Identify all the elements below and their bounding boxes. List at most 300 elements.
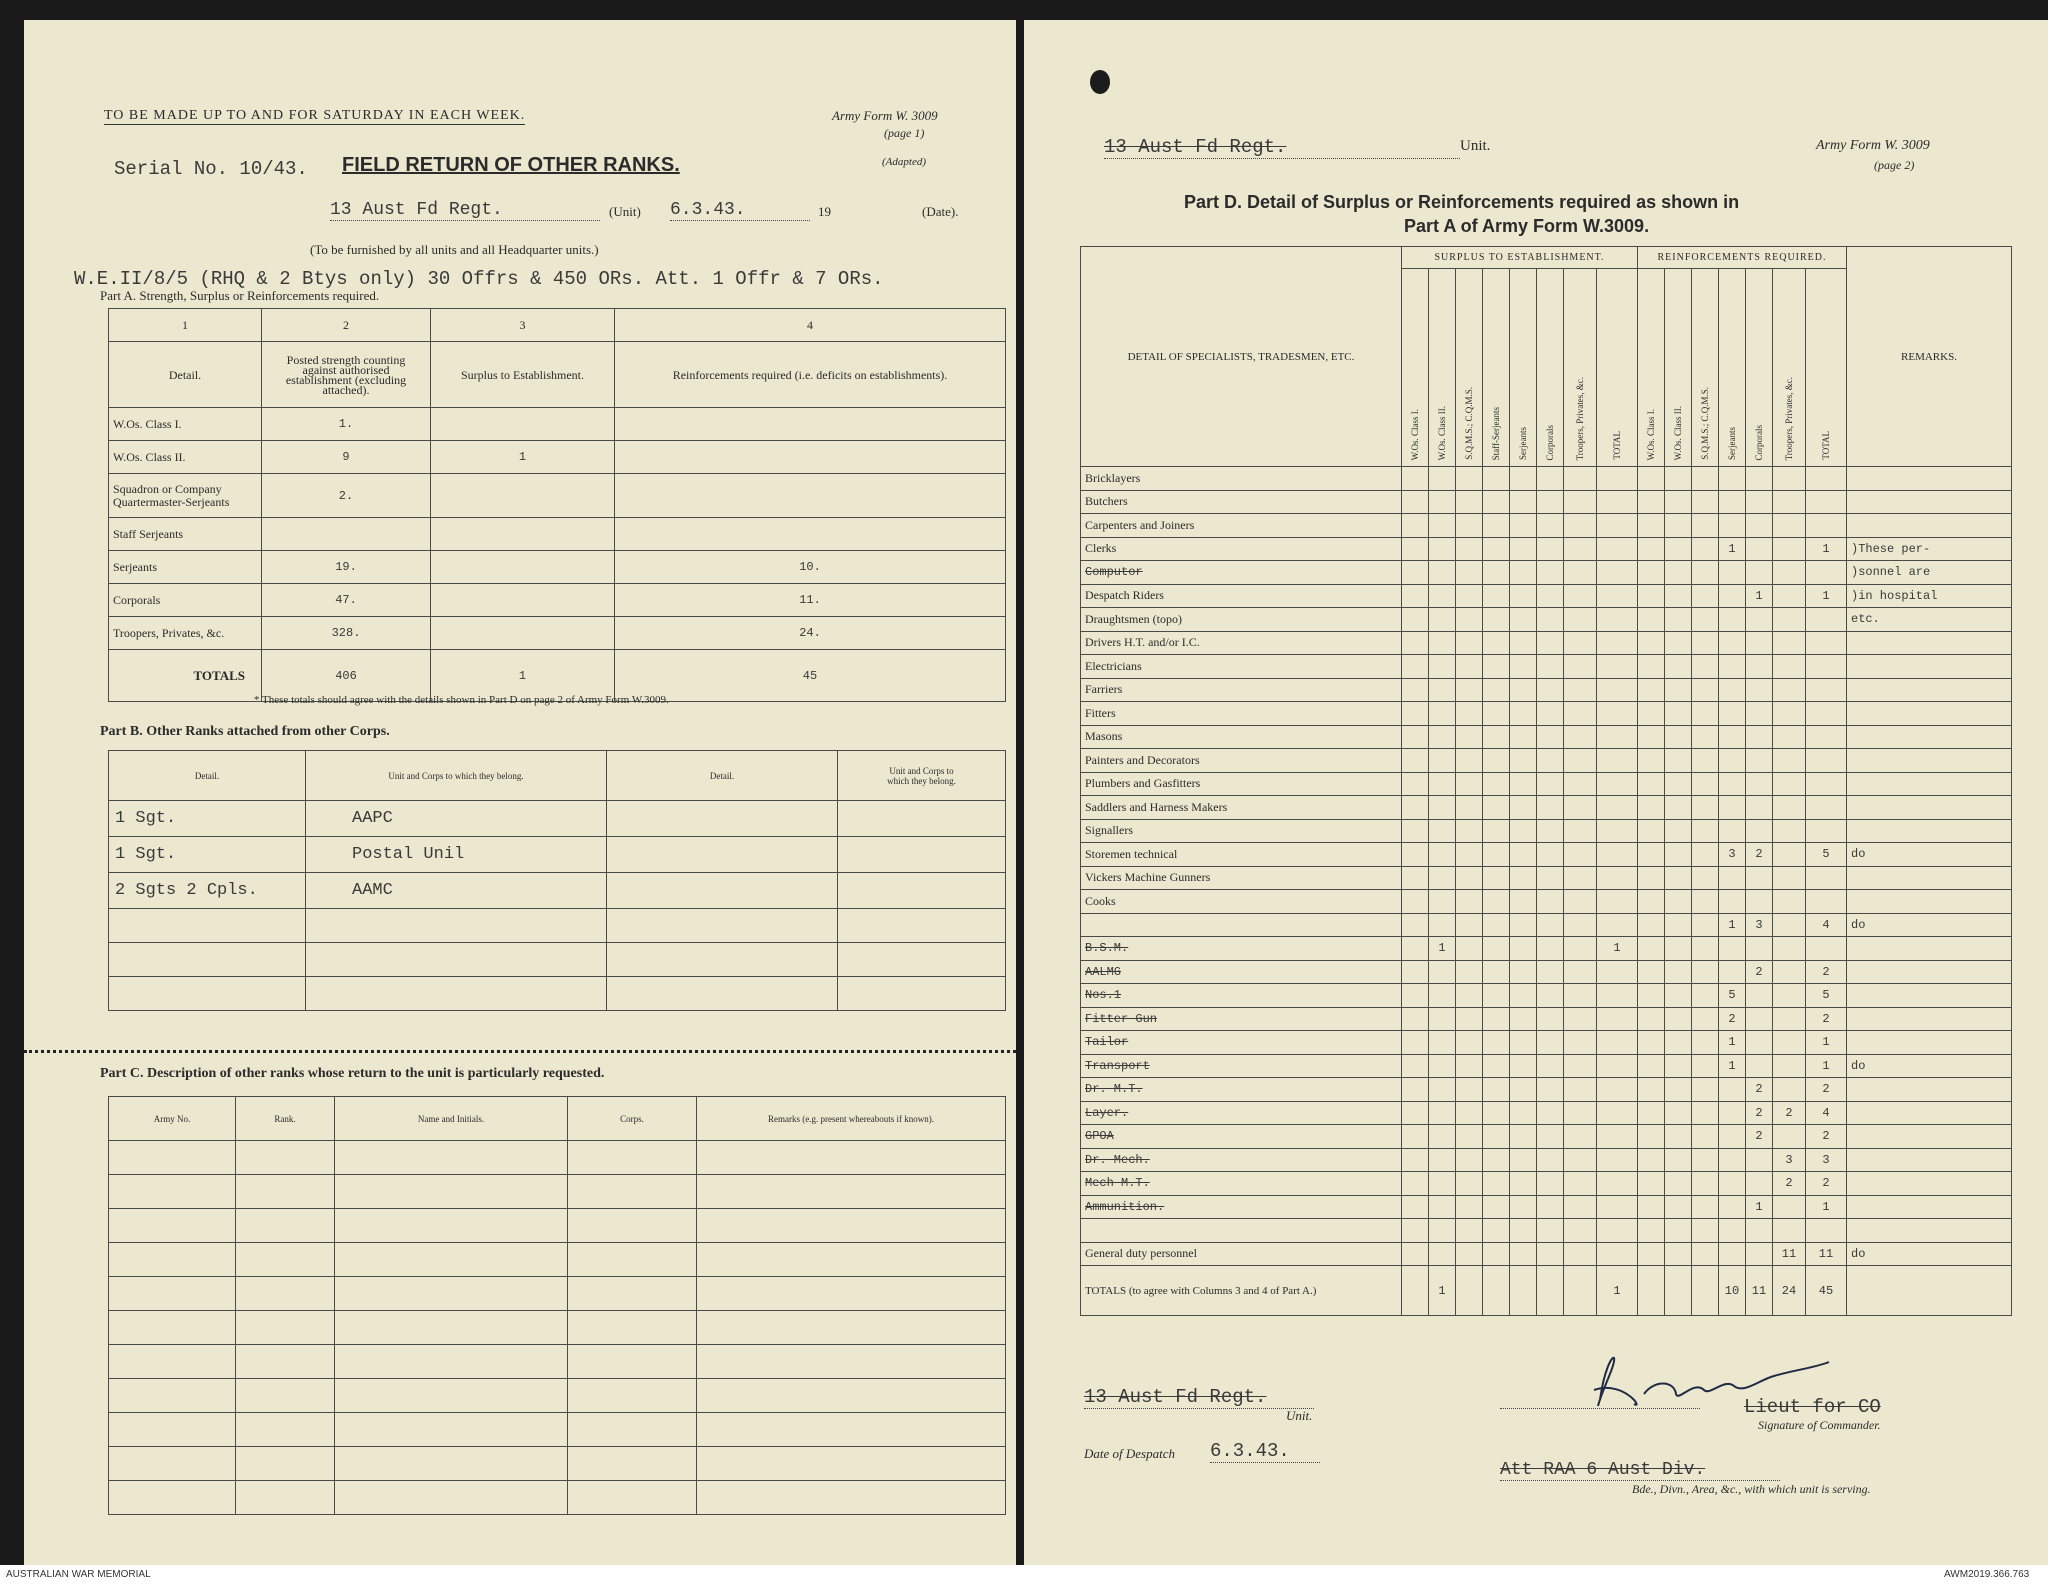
count-cell — [1483, 1101, 1510, 1125]
unit-value: 13 Aust Fd Regt. — [1104, 136, 1460, 159]
count-cell — [1746, 1172, 1773, 1196]
archive-id: AWM2019.366.763 — [1944, 1569, 2030, 1580]
count-cell — [1638, 725, 1665, 749]
count-cell — [1806, 608, 1847, 632]
count-cell — [1564, 1172, 1597, 1196]
table-row — [1081, 960, 2012, 984]
count-cell — [1564, 960, 1597, 984]
count-cell — [1483, 1007, 1510, 1031]
count-cell — [1773, 866, 1806, 890]
count-cell — [1483, 537, 1510, 561]
trade-label: Tailor — [1081, 1031, 1402, 1055]
count-cell — [1537, 960, 1564, 984]
count-cell — [1429, 772, 1456, 796]
count-cell — [1429, 608, 1456, 632]
reinf-value — [615, 474, 1006, 518]
count-cell — [1597, 584, 1638, 608]
header-remarks: Remarks (e.g. present whereabouts if known). — [697, 1097, 1006, 1141]
count-cell — [1638, 1125, 1665, 1149]
count-cell — [1537, 937, 1564, 961]
count-cell — [1692, 537, 1719, 561]
adapted-label: (Adapted) — [882, 156, 926, 168]
count-cell — [1537, 984, 1564, 1008]
signature-role: Lieut for CO — [1744, 1396, 1881, 1418]
count-cell — [1746, 537, 1773, 561]
count-cell — [1429, 1125, 1456, 1149]
count-cell — [1456, 960, 1483, 984]
count-cell — [1692, 490, 1719, 514]
count-cell: 5 — [1806, 843, 1847, 867]
remarks-cell — [1847, 866, 2012, 890]
count-cell — [1665, 749, 1692, 773]
table-row — [1081, 890, 2012, 914]
count-cell — [1537, 1242, 1564, 1266]
total-cell — [1638, 1266, 1665, 1316]
total-cell — [1564, 1266, 1597, 1316]
header-detail: DETAIL OF SPECIALISTS, TRADESMEN, ETC. — [1081, 247, 1402, 467]
count-cell — [1746, 772, 1773, 796]
attached-unit: Postal Unil — [306, 837, 607, 873]
trade-label: Vickers Machine Gunners — [1081, 866, 1402, 890]
table-row — [1081, 631, 2012, 655]
count-cell: 1 — [1429, 937, 1456, 961]
surplus-value — [431, 584, 615, 617]
header-remarks: REMARKS. — [1847, 247, 2012, 467]
count-cell — [1402, 1242, 1429, 1266]
count-cell — [1510, 819, 1537, 843]
count-cell — [1456, 1007, 1483, 1031]
count-cell — [1746, 678, 1773, 702]
header-reinforcements: Reinforcements required (i.e. deficits on establishments). — [615, 342, 1006, 408]
count-cell — [1806, 819, 1847, 843]
header-corps: Corps. — [568, 1097, 697, 1141]
count-cell — [1719, 960, 1746, 984]
count-cell — [1402, 1078, 1429, 1102]
count-cell — [1665, 1219, 1692, 1243]
count-cell — [1510, 584, 1537, 608]
count-cell — [1510, 890, 1537, 914]
count-cell — [1564, 1242, 1597, 1266]
count-cell — [1483, 1195, 1510, 1219]
count-cell — [1564, 608, 1597, 632]
count-cell — [1429, 984, 1456, 1008]
count-cell — [1510, 655, 1537, 679]
count-cell — [1537, 655, 1564, 679]
remarks-cell — [1847, 1007, 2012, 1031]
col-number: 2 — [262, 309, 431, 342]
count-cell — [1483, 561, 1510, 585]
count-cell — [1665, 1007, 1692, 1031]
count-cell — [1638, 678, 1665, 702]
remarks-cell — [1847, 772, 2012, 796]
count-cell — [1638, 537, 1665, 561]
count-cell — [1692, 960, 1719, 984]
remarks-cell: do — [1847, 1242, 2012, 1266]
count-cell — [1597, 1078, 1638, 1102]
count-cell — [1402, 1007, 1429, 1031]
count-cell — [1692, 467, 1719, 491]
table-row — [1081, 1101, 2012, 1125]
count-cell — [1483, 1054, 1510, 1078]
table-row — [1081, 1195, 2012, 1219]
count-cell — [1692, 749, 1719, 773]
count-cell — [1806, 796, 1847, 820]
count-cell — [1402, 772, 1429, 796]
count-cell — [1564, 1101, 1597, 1125]
trade-label: Farriers — [1081, 678, 1402, 702]
surplus-value — [431, 474, 615, 518]
count-cell — [1773, 1054, 1806, 1078]
count-cell — [1483, 796, 1510, 820]
trade-label: Despatch Riders — [1081, 584, 1402, 608]
count-cell — [1692, 937, 1719, 961]
count-cell — [1429, 913, 1456, 937]
count-cell — [1456, 537, 1483, 561]
count-cell — [1638, 1007, 1665, 1031]
count-cell — [1429, 1172, 1456, 1196]
count-cell — [1746, 608, 1773, 632]
table-row — [1081, 467, 2012, 491]
count-cell — [1597, 749, 1638, 773]
reinf-value — [615, 441, 1006, 474]
count-cell — [1456, 1125, 1483, 1149]
row-detail: Corporals — [109, 584, 262, 617]
count-cell — [1719, 819, 1746, 843]
count-cell — [1510, 561, 1537, 585]
count-cell — [1692, 1101, 1719, 1125]
count-cell — [1773, 796, 1806, 820]
count-cell — [1402, 1195, 1429, 1219]
count-cell — [1719, 1195, 1746, 1219]
column-header — [1429, 269, 1456, 467]
count-cell — [1510, 1172, 1537, 1196]
count-cell — [1564, 584, 1597, 608]
count-cell — [1510, 631, 1537, 655]
count-cell — [1564, 1054, 1597, 1078]
posted-value: 328. — [262, 617, 431, 650]
count-cell — [1483, 984, 1510, 1008]
right-page — [1024, 20, 2048, 1565]
total-cell — [1483, 1266, 1510, 1316]
count-cell — [1773, 819, 1806, 843]
count-cell — [1537, 796, 1564, 820]
count-cell — [1665, 890, 1692, 914]
count-cell — [1806, 725, 1847, 749]
table-row — [1081, 796, 2012, 820]
count-cell — [1665, 843, 1692, 867]
header-posted: Posted strength counting against authorised establishment (excluding attached). — [262, 342, 431, 408]
count-cell — [1429, 866, 1456, 890]
total-cell — [1456, 1266, 1483, 1316]
count-cell — [1719, 1172, 1746, 1196]
col-number: 4 — [615, 309, 1006, 342]
count-cell: 5 — [1806, 984, 1847, 1008]
posted-value: 19. — [262, 551, 431, 584]
column-header-label: W.Os. Class II. — [1673, 405, 1683, 460]
serving-value: Att RAA 6 Aust Div. — [1500, 1460, 1780, 1481]
count-cell — [1597, 1219, 1638, 1243]
count-cell — [1429, 467, 1456, 491]
table-row — [1081, 1219, 2012, 1243]
count-cell — [1719, 702, 1746, 726]
column-header — [1719, 269, 1746, 467]
header-detail-2: Detail. — [607, 751, 838, 801]
count-cell — [1746, 561, 1773, 585]
header-unit-corps: Unit and Corps to which they belong. — [306, 751, 607, 801]
count-cell — [1510, 749, 1537, 773]
count-cell — [1638, 584, 1665, 608]
count-cell — [1483, 1078, 1510, 1102]
count-cell — [1456, 937, 1483, 961]
count-cell — [1564, 467, 1597, 491]
count-cell — [1402, 796, 1429, 820]
count-cell — [1537, 631, 1564, 655]
count-cell — [1483, 913, 1510, 937]
trade-label: Signallers — [1081, 819, 1402, 843]
count-cell — [1564, 843, 1597, 867]
count-cell — [1773, 1195, 1806, 1219]
total-cell — [1510, 1266, 1537, 1316]
count-cell — [1429, 1148, 1456, 1172]
count-cell — [1564, 1007, 1597, 1031]
count-cell — [1665, 537, 1692, 561]
count-cell — [1456, 725, 1483, 749]
top-instruction: TO BE MADE UP TO AND FOR SATURDAY IN EACH WEEK. — [104, 108, 526, 123]
count-cell — [1456, 1078, 1483, 1102]
remarks-cell: do — [1847, 1054, 2012, 1078]
count-cell — [1746, 796, 1773, 820]
header-surplus: Surplus to Establishment. — [431, 342, 615, 408]
count-cell — [1402, 1125, 1429, 1149]
row-detail: Serjeants — [109, 551, 262, 584]
count-cell — [1692, 608, 1719, 632]
column-header — [1773, 269, 1806, 467]
column-header — [1597, 269, 1638, 467]
count-cell — [1456, 608, 1483, 632]
remarks-cell — [1847, 514, 2012, 538]
count-cell — [1719, 1101, 1746, 1125]
surplus-value — [431, 518, 615, 551]
trade-label: General duty personnel — [1081, 1242, 1402, 1266]
count-cell — [1692, 678, 1719, 702]
count-cell — [1773, 1078, 1806, 1102]
column-header-label: W.Os. Class II. — [1437, 405, 1447, 460]
attached-detail: 1 Sgt. — [109, 801, 306, 837]
totals-label: TOTALS (to agree with Columns 3 and 4 of Part A.) — [1081, 1266, 1402, 1316]
count-cell — [1483, 1242, 1510, 1266]
count-cell — [1402, 1148, 1429, 1172]
count-cell — [1597, 537, 1638, 561]
remarks-cell — [1847, 984, 2012, 1008]
count-cell — [1483, 1031, 1510, 1055]
count-cell — [1638, 1148, 1665, 1172]
part-d-title: Part D. Detail of Surplus or Reinforcements required as shown in — [1184, 192, 1740, 212]
count-cell — [1429, 1195, 1456, 1219]
remarks-cell — [1847, 655, 2012, 679]
part-a-title: Part A. Strength, Surplus or Reinforcements required. — [100, 288, 380, 303]
part-c-table — [108, 1096, 1006, 1515]
count-cell — [1510, 1219, 1537, 1243]
count-cell — [1638, 1078, 1665, 1102]
column-header-label: S.Q.M.S.; C.Q.M.S. — [1700, 387, 1710, 460]
count-cell — [1746, 819, 1773, 843]
count-cell — [1510, 537, 1537, 561]
count-cell — [1665, 655, 1692, 679]
count-cell — [1806, 749, 1847, 773]
count-cell — [1456, 1031, 1483, 1055]
count-cell — [1483, 514, 1510, 538]
count-cell — [1429, 1242, 1456, 1266]
count-cell — [1638, 1195, 1665, 1219]
attached-unit: AAPC — [306, 801, 607, 837]
count-cell: 2 — [1719, 1007, 1746, 1031]
count-cell: 1 — [1746, 1195, 1773, 1219]
count-cell — [1456, 1148, 1483, 1172]
count-cell — [1402, 725, 1429, 749]
count-cell: 3 — [1746, 913, 1773, 937]
count-cell — [1456, 1242, 1483, 1266]
count-cell — [1719, 467, 1746, 491]
count-cell — [1597, 1195, 1638, 1219]
count-cell — [1510, 1242, 1537, 1266]
column-header-label: W.Os. Class I. — [1646, 408, 1656, 460]
reinf-value — [615, 408, 1006, 441]
count-cell — [1692, 843, 1719, 867]
remarks-cell — [1847, 1172, 2012, 1196]
total-cell: 11 — [1746, 1266, 1773, 1316]
count-cell — [1597, 819, 1638, 843]
count-cell — [1692, 1242, 1719, 1266]
remarks-cell — [1847, 725, 2012, 749]
count-cell — [1692, 1007, 1719, 1031]
count-cell: 1 — [1806, 584, 1847, 608]
header-army-no: Army No. — [109, 1097, 236, 1141]
remarks-cell — [1847, 937, 2012, 961]
count-cell — [1537, 819, 1564, 843]
count-cell — [1402, 537, 1429, 561]
count-cell — [1537, 866, 1564, 890]
count-cell — [1564, 772, 1597, 796]
count-cell — [1665, 1054, 1692, 1078]
count-cell — [1665, 1148, 1692, 1172]
count-cell — [1665, 702, 1692, 726]
count-cell — [1746, 890, 1773, 914]
remarks-cell: )in hospital — [1847, 584, 2012, 608]
count-cell — [1692, 866, 1719, 890]
total-cell: 1 — [1429, 1266, 1456, 1316]
count-cell — [1510, 960, 1537, 984]
total-cell — [1537, 1266, 1564, 1316]
count-cell — [1402, 819, 1429, 843]
attached-detail: 2 Sgts 2 Cpls. — [109, 873, 306, 909]
total-reinforcements: 45 — [615, 650, 1006, 702]
count-cell — [1806, 890, 1847, 914]
count-cell — [1806, 490, 1847, 514]
count-cell: 2 — [1746, 1101, 1773, 1125]
count-cell — [1806, 561, 1847, 585]
count-cell — [1483, 749, 1510, 773]
count-cell — [1665, 772, 1692, 796]
count-cell — [1510, 796, 1537, 820]
count-cell — [1692, 819, 1719, 843]
count-cell — [1638, 960, 1665, 984]
count-cell — [1537, 1219, 1564, 1243]
count-cell — [1806, 866, 1847, 890]
count-cell — [1429, 1078, 1456, 1102]
trade-label: Fitter Gun — [1081, 1007, 1402, 1031]
count-cell — [1510, 843, 1537, 867]
count-cell — [1597, 1242, 1638, 1266]
count-cell — [1597, 514, 1638, 538]
count-cell — [1483, 772, 1510, 796]
table-row — [1081, 725, 2012, 749]
signature-label: Signature of Commander. — [1758, 1418, 1881, 1432]
column-header — [1537, 269, 1564, 467]
count-cell — [1456, 749, 1483, 773]
count-cell — [1773, 514, 1806, 538]
totals-row — [1081, 1266, 2012, 1316]
count-cell — [1564, 655, 1597, 679]
trade-label: Painters and Decorators — [1081, 749, 1402, 773]
count-cell — [1537, 584, 1564, 608]
count-cell — [1483, 960, 1510, 984]
count-cell — [1483, 890, 1510, 914]
count-cell — [1402, 913, 1429, 937]
count-cell — [1402, 631, 1429, 655]
trade-label: Dr. M.T. — [1081, 1078, 1402, 1102]
table-row — [1081, 608, 2012, 632]
trade-label: Clerks — [1081, 537, 1402, 561]
column-header — [1456, 269, 1483, 467]
count-cell — [1402, 960, 1429, 984]
count-cell — [1692, 702, 1719, 726]
trade-label: Ammunition. — [1081, 1195, 1402, 1219]
count-cell: 2 — [1806, 1078, 1847, 1102]
count-cell — [1510, 1007, 1537, 1031]
table-row — [1081, 561, 2012, 585]
count-cell — [1402, 1101, 1429, 1125]
count-cell — [1665, 796, 1692, 820]
count-cell — [1692, 561, 1719, 585]
attached-unit: AAMC — [306, 873, 607, 909]
column-header-label: S.Q.M.S.; C.Q.M.S. — [1464, 387, 1474, 460]
count-cell — [1510, 608, 1537, 632]
count-cell — [1665, 608, 1692, 632]
remarks-cell — [1847, 1148, 2012, 1172]
count-cell — [1402, 984, 1429, 1008]
count-cell: 3 — [1806, 1148, 1847, 1172]
count-cell — [1483, 678, 1510, 702]
count-cell — [1719, 796, 1746, 820]
count-cell — [1692, 584, 1719, 608]
count-cell — [1456, 514, 1483, 538]
remarks-cell — [1847, 678, 2012, 702]
header-name: Name and Initials. — [335, 1097, 568, 1141]
count-cell — [1510, 702, 1537, 726]
count-cell — [1402, 890, 1429, 914]
count-cell — [1665, 913, 1692, 937]
count-cell — [1746, 937, 1773, 961]
left-page — [24, 20, 1016, 1565]
count-cell: 1 — [1719, 1054, 1746, 1078]
remarks-cell: )sonnel are — [1847, 561, 2012, 585]
page-number: (page 2) — [1874, 158, 1915, 172]
row-detail: Staff Serjeants — [109, 518, 262, 551]
count-cell — [1746, 1054, 1773, 1078]
remarks-cell: )These per- — [1847, 537, 2012, 561]
count-cell: 1 — [1719, 537, 1746, 561]
count-cell — [1638, 608, 1665, 632]
